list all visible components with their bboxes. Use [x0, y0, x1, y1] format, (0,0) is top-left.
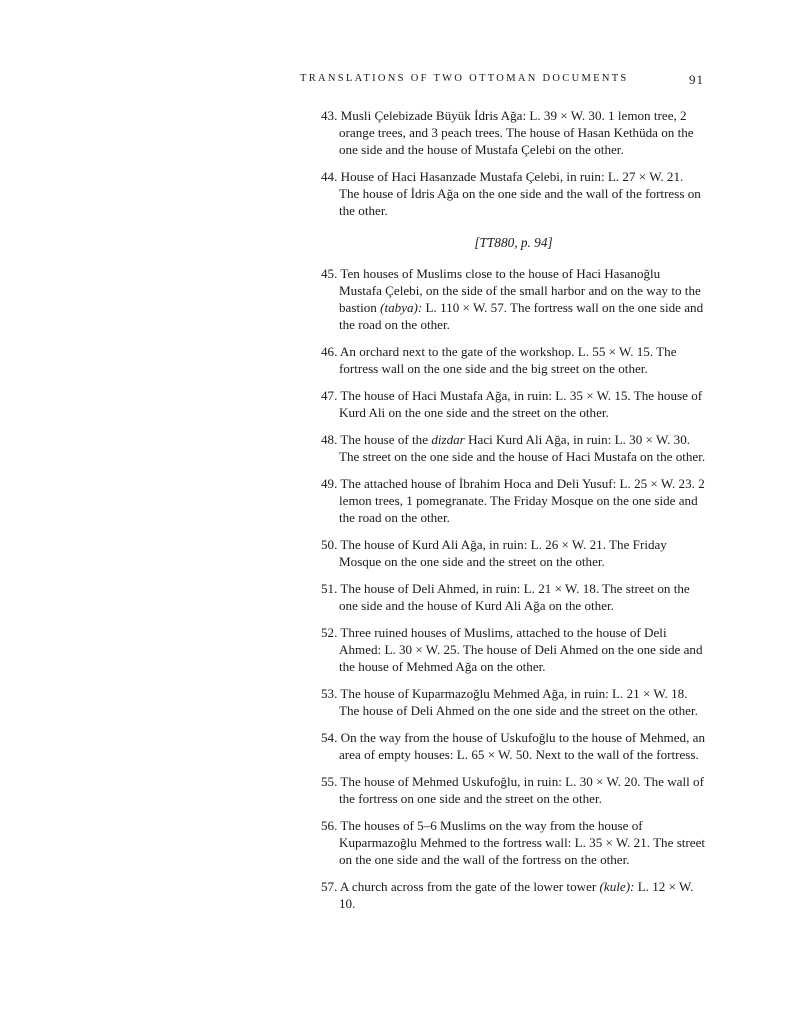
entry-57: 57. A church across from the gate of the lower tower (kule): L. 12 × W. 10.	[321, 879, 694, 911]
entry-44: 44. House of Haci Hasanzade Mustafa Çelebi, in ruin: L. 27 × W. 21. The house of İdris Ağa on the one side and the wall of the fortress on the other.	[321, 169, 701, 218]
section-reference: [TT880, p. 94]	[474, 235, 553, 250]
entry-51: 51. The house of Deli Ahmed, in ruin: L. 21 × W. 18. The street on the one side and the house of Kurd Ali Ağa on the other.	[321, 581, 690, 613]
entry-55: 55. The house of Mehmed Uskufoğlu, in ruin: L. 30 × W. 20. The wall of the fortress on one side and the street on the other.	[321, 774, 704, 806]
entry-52: 52. Three ruined houses of Muslims, attached to the house of Deli Ahmed: L. 30 × W. 25. The house of Deli Ahmed on the one side and the house of Mehmed Ağa on the other.	[321, 625, 703, 674]
entry-45: 45. Ten houses of Muslims close to the house of Haci Hasanoğlu Mustafa Çelebi, on the side of the small harbor and on the way to the bastion (tabya): L. 110 × W. 57. The fortress wall on the one side and the road on the other.	[321, 266, 704, 332]
entry-43: 43. Musli Çelebizade Büyük İdris Ağa: L. 39 × W. 30. 1 lemon tree, 2 orange trees, and 3 peach trees. The house of Hasan Kethüda on the one side and the house of Mustafa Çelebi on the other.	[321, 108, 694, 157]
entry-48: 48. The house of the dizdar Haci Kurd Ali Ağa, in ruin: L. 30 × W. 30. The street on the one side and the house of Haci Mustafa on the other.	[321, 432, 706, 464]
running-header	[300, 73, 704, 89]
entry-46: 46. An orchard next to the gate of the workshop. L. 55 × W. 15. The fortress wall on the one side and the big street on the other.	[321, 344, 677, 376]
entry-50: 50. The house of Kurd Ali Ağa, in ruin: L. 26 × W. 21. The Friday Mosque on the one side and the street on the other.	[321, 537, 667, 569]
entry-53: 53. The house of Kuparmazoğlu Mehmed Ağa, in ruin: L. 21 × W. 18. The house of Deli Ahmed on the one side and the street on the other.	[321, 686, 698, 718]
page-number: 91	[689, 72, 704, 87]
term-dizdar: dizdar	[431, 432, 465, 447]
entry-56: 56. The houses of 5–6 Muslims on the way from the house of Kuparmazoğlu Mehmed to the fortress wall: L. 35 × W. 21. The street on the one side and the wall of the fortress on the other.	[321, 818, 706, 867]
term-kule: (kule):	[599, 879, 635, 894]
entry-54: 54. On the way from the house of Uskufoğlu to the house of Mehmed, an area of empty houses: L. 65 × W. 50. Next to the wall of the fortress.	[321, 730, 706, 762]
entry-47: 47. The house of Haci Mustafa Ağa, in ruin: L. 35 × W. 15. The house of Kurd Ali on the one side and the street on the other.	[321, 388, 703, 420]
page-body	[321, 107, 706, 922]
entry-49: 49. The attached house of İbrahim Hoca and Deli Yusuf: L. 25 × W. 23. 2 lemon trees, 1 pomegranate. The Friday Mosque on the one side and the road on the other.	[321, 476, 705, 525]
running-title: TRANSLATIONS OF TWO OTTOMAN DOCUMENTS	[300, 73, 629, 84]
term-tabya: (tabya):	[380, 300, 423, 315]
